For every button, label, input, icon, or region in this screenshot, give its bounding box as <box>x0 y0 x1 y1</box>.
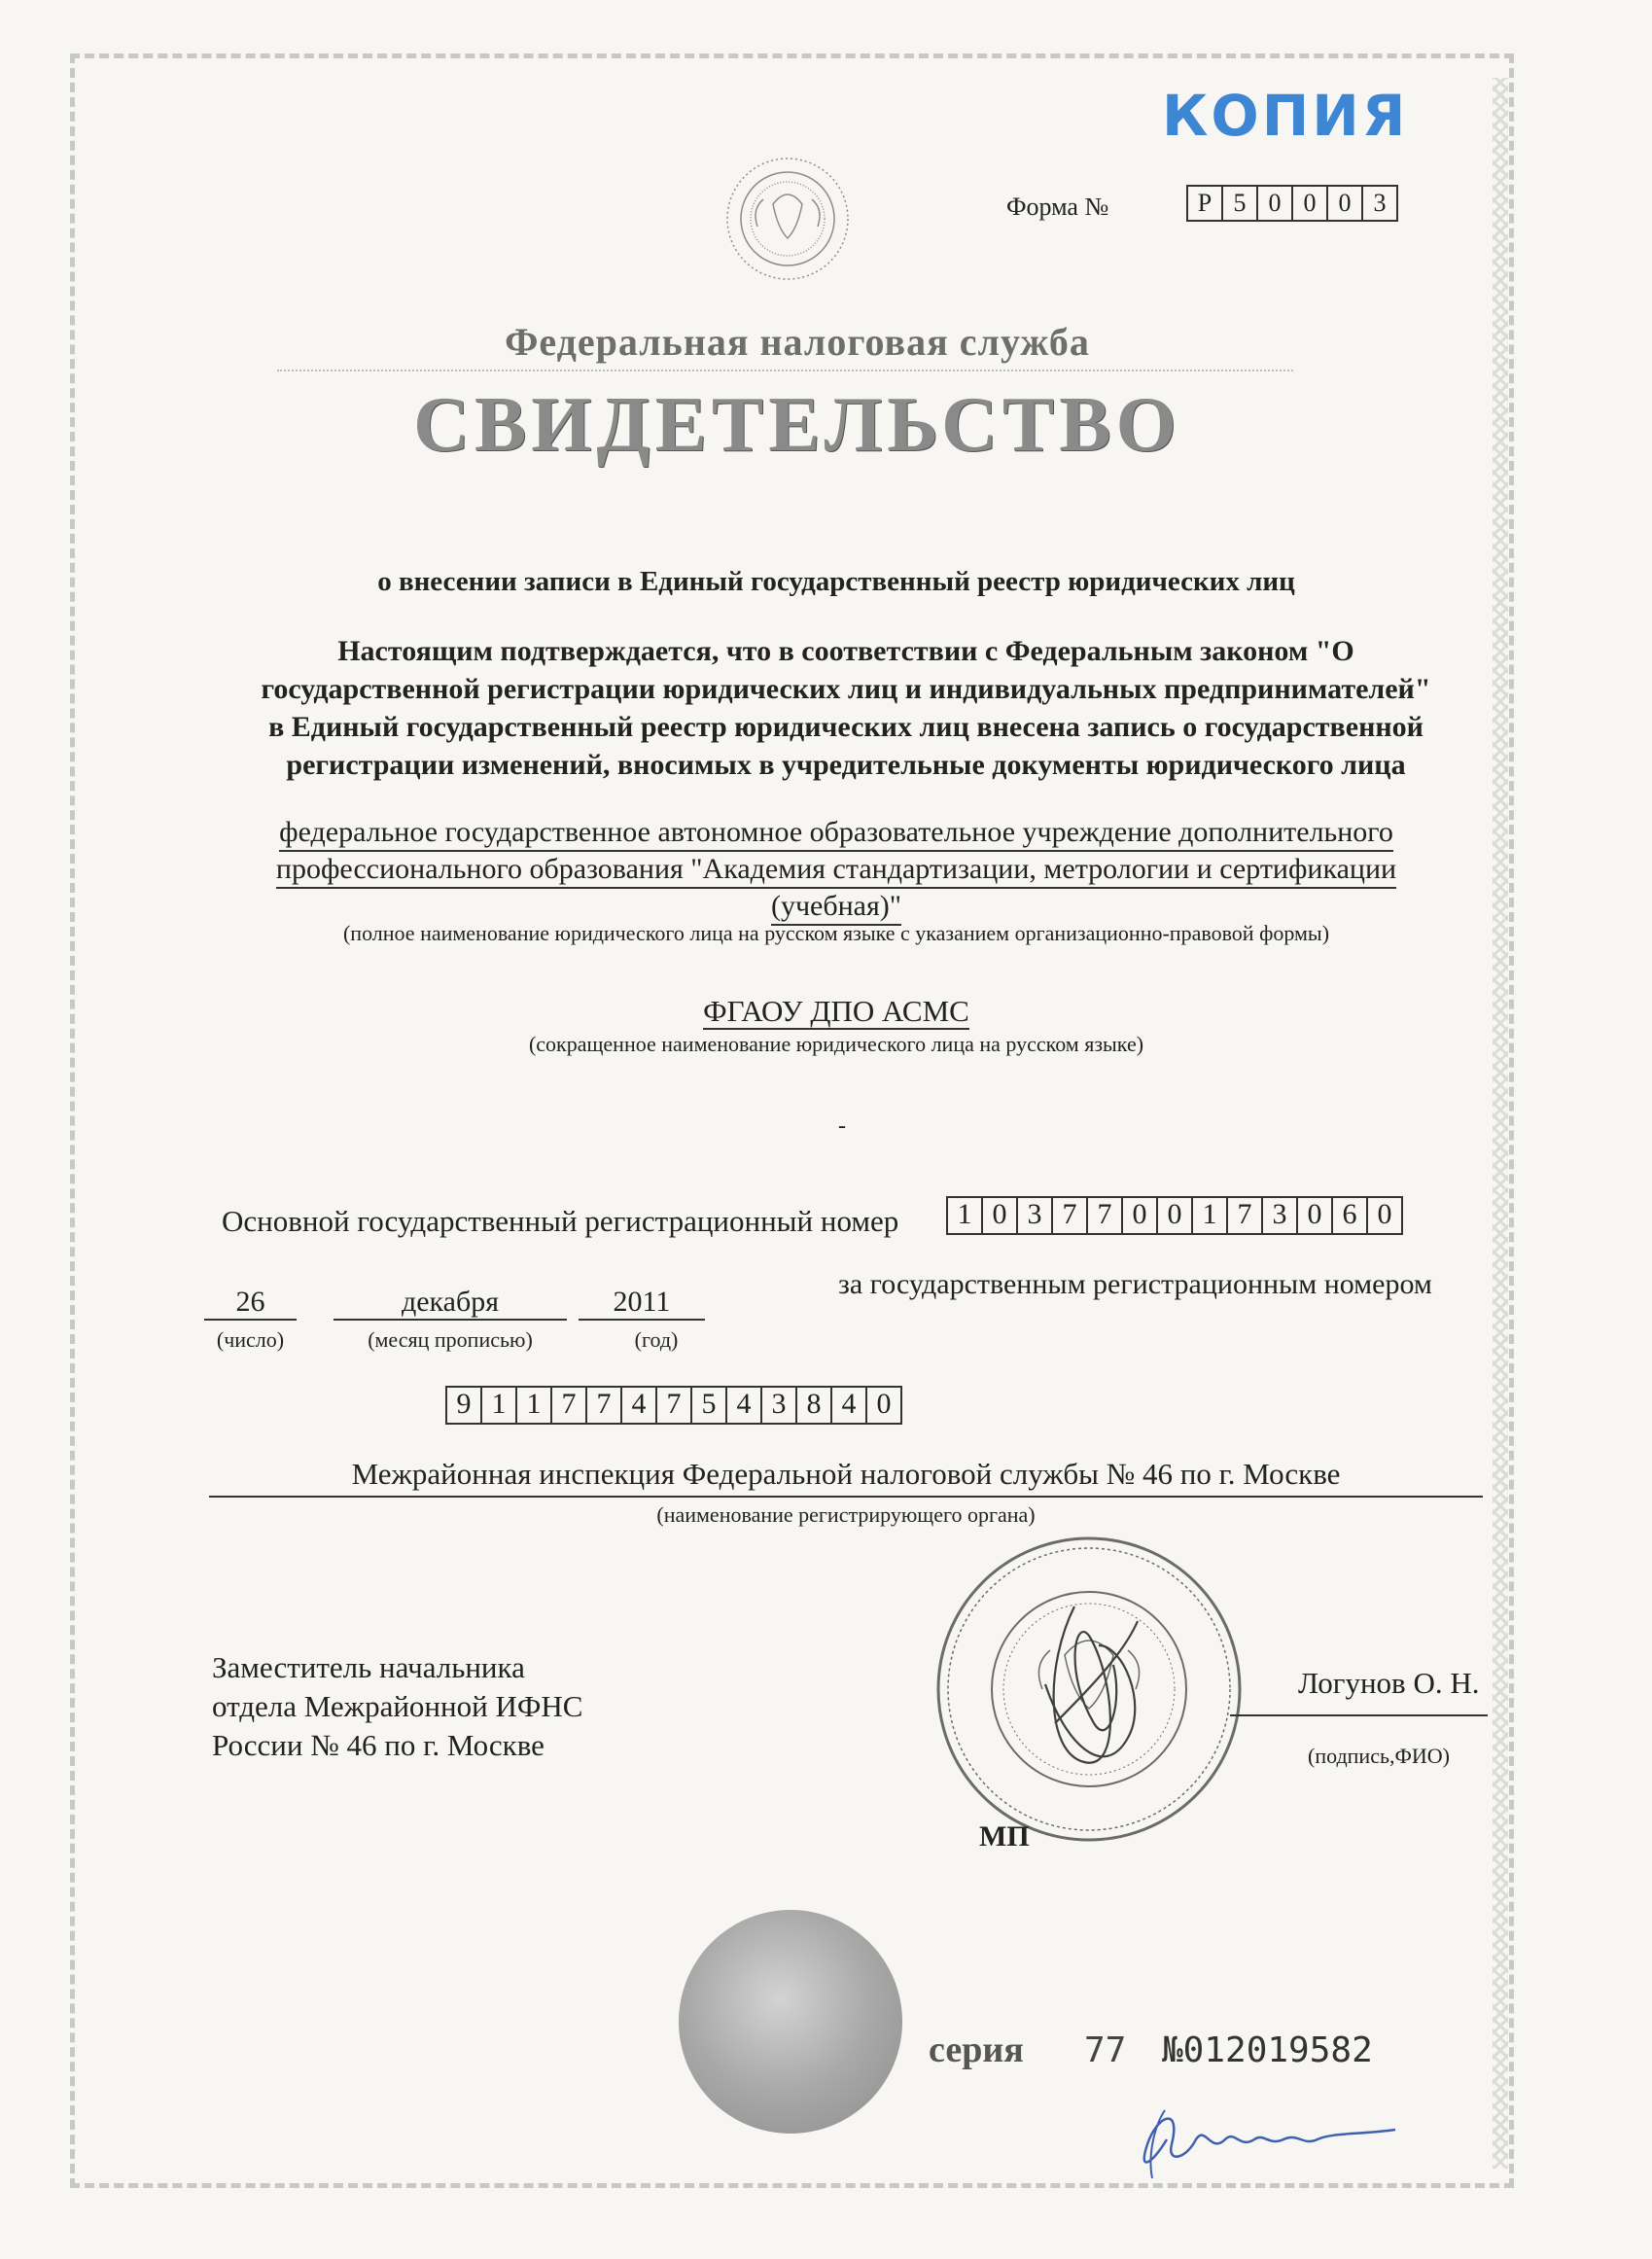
ogrn-digit: 0 <box>1298 1196 1333 1235</box>
form-code-char: 0 <box>1328 185 1363 222</box>
date-month: декабря <box>334 1286 567 1321</box>
ogrn-digit: 3 <box>1018 1196 1053 1235</box>
serial-number: №012019582 <box>1162 2030 1373 2070</box>
grn-digit: 1 <box>517 1386 552 1425</box>
grn-digit: 1 <box>482 1386 517 1425</box>
org-short-name-hint: (сокращенное наименование юридического лица на русском языке) <box>528 1032 1144 1056</box>
org-full-name-line: (учебная)" <box>771 889 901 926</box>
document-subtitle: о внесении записи в Единый государственный реестр юридических лиц <box>377 566 1295 597</box>
empty-field-dash: - <box>838 1113 846 1139</box>
signature-rule <box>1230 1714 1488 1716</box>
seal-place-label: МП <box>979 1820 1030 1853</box>
ogrn-boxes <box>946 1196 1403 1235</box>
ogrn-digit: 0 <box>1158 1196 1193 1235</box>
signatory-position-line: Заместитель начальника <box>212 1650 525 1684</box>
grn-boxes <box>445 1386 902 1425</box>
org-full-name-hint: (полное наименование юридического лица на русском языке с указанием организационно-правовой формы) <box>342 921 1330 945</box>
emblem-seal-icon <box>695 146 880 292</box>
grn-label: за государственным регистрационным номером <box>838 1268 1432 1300</box>
grn-digit: 0 <box>867 1386 902 1425</box>
hologram-sticker <box>679 1910 902 2134</box>
confirmation-line: в Единый государственный реестр юридических лиц внесена запись о государственной <box>268 711 1424 743</box>
date-year: 2011 <box>579 1286 705 1321</box>
grn-digit: 4 <box>832 1386 867 1425</box>
copy-stamp: КОПИЯ <box>1162 83 1409 149</box>
ogrn-digit: 0 <box>1123 1196 1158 1235</box>
ogrn-digit: 1 <box>946 1196 983 1235</box>
form-label: Форма № <box>1006 193 1109 221</box>
org-short-name-value: ФГАОУ ДПО АСМС <box>703 994 969 1028</box>
organization-full-name <box>224 815 1449 926</box>
org-full-name-line: федеральное государственное автономное образовательное учреждение дополнительного <box>279 815 1393 852</box>
ogrn-digit: 1 <box>1193 1196 1228 1235</box>
guilloche-border <box>70 53 1514 2188</box>
confirmation-line: государственной регистрации юридических лиц и индивидуальных предпринимателей" <box>261 673 1431 705</box>
document-title: СВИДЕТЕЛЬСТВО <box>413 382 1181 468</box>
grn-digit: 5 <box>692 1386 727 1425</box>
serial-label: серия <box>929 2030 1024 2070</box>
ogrn-digit: 7 <box>1053 1196 1088 1235</box>
confirmation-text <box>185 632 1507 784</box>
form-code-boxes <box>1186 185 1398 222</box>
form-code-char: 3 <box>1363 185 1398 222</box>
ogrn-label: Основной государственный регистрационный номер <box>222 1204 899 1238</box>
ogrn-digit: 3 <box>1263 1196 1298 1235</box>
ogrn-digit: 7 <box>1088 1196 1123 1235</box>
registering-authority-hint: (наименование регистрирующего органа) <box>656 1502 1036 1527</box>
organization-short-name <box>0 994 1652 1029</box>
signatory-name: Логунов О. Н. <box>1298 1666 1480 1700</box>
signature-hint: (подпись,ФИО) <box>1308 1744 1450 1768</box>
grn-digit: 8 <box>797 1386 832 1425</box>
grn-digit: 4 <box>727 1386 762 1425</box>
serial-series: 77 <box>1084 2030 1127 2070</box>
ogrn-digit: 0 <box>983 1196 1018 1235</box>
form-code-char: 5 <box>1223 185 1258 222</box>
ogrn-digit: 6 <box>1333 1196 1368 1235</box>
date-month-hint: (месяц прописью) <box>368 1327 533 1352</box>
grn-digit: 7 <box>552 1386 587 1425</box>
grn-digit: 4 <box>622 1386 657 1425</box>
title-divider <box>277 370 1293 371</box>
agency-title: Федеральная налоговая служба <box>505 320 1090 364</box>
confirmation-line: Настоящим подтверждается, что в соответствии с Федеральным законом "О <box>337 635 1354 667</box>
signatory-position <box>212 1648 582 1765</box>
registering-authority: Межрайонная инспекция Федеральной налоговой службы № 46 по г. Москве <box>209 1457 1483 1498</box>
date-day: 26 <box>204 1286 297 1321</box>
grn-digit: 9 <box>445 1386 482 1425</box>
ogrn-digit: 0 <box>1368 1196 1403 1235</box>
confirmation-line: регистрации изменений, вносимых в учредительные документы юридического лица <box>286 749 1406 781</box>
grn-digit: 7 <box>587 1386 622 1425</box>
date-day-hint: (число) <box>216 1327 285 1352</box>
form-code-char: Р <box>1186 185 1223 222</box>
grn-digit: 7 <box>657 1386 692 1425</box>
blue-signature-icon <box>1128 2086 1410 2183</box>
grn-digit: 3 <box>762 1386 797 1425</box>
signatory-position-line: отдела Межрайонной ИФНС <box>212 1689 583 1723</box>
form-code-char: 0 <box>1258 185 1293 222</box>
org-full-name-line: профессионального образования "Академия стандартизации, метрологии и сертификации <box>276 852 1396 889</box>
form-code-char: 0 <box>1293 185 1328 222</box>
date-year-hint: (год) <box>634 1327 679 1352</box>
official-seal-icon <box>929 1529 1249 1850</box>
ogrn-digit: 7 <box>1228 1196 1263 1235</box>
signatory-position-line: России № 46 по г. Москве <box>212 1728 545 1762</box>
